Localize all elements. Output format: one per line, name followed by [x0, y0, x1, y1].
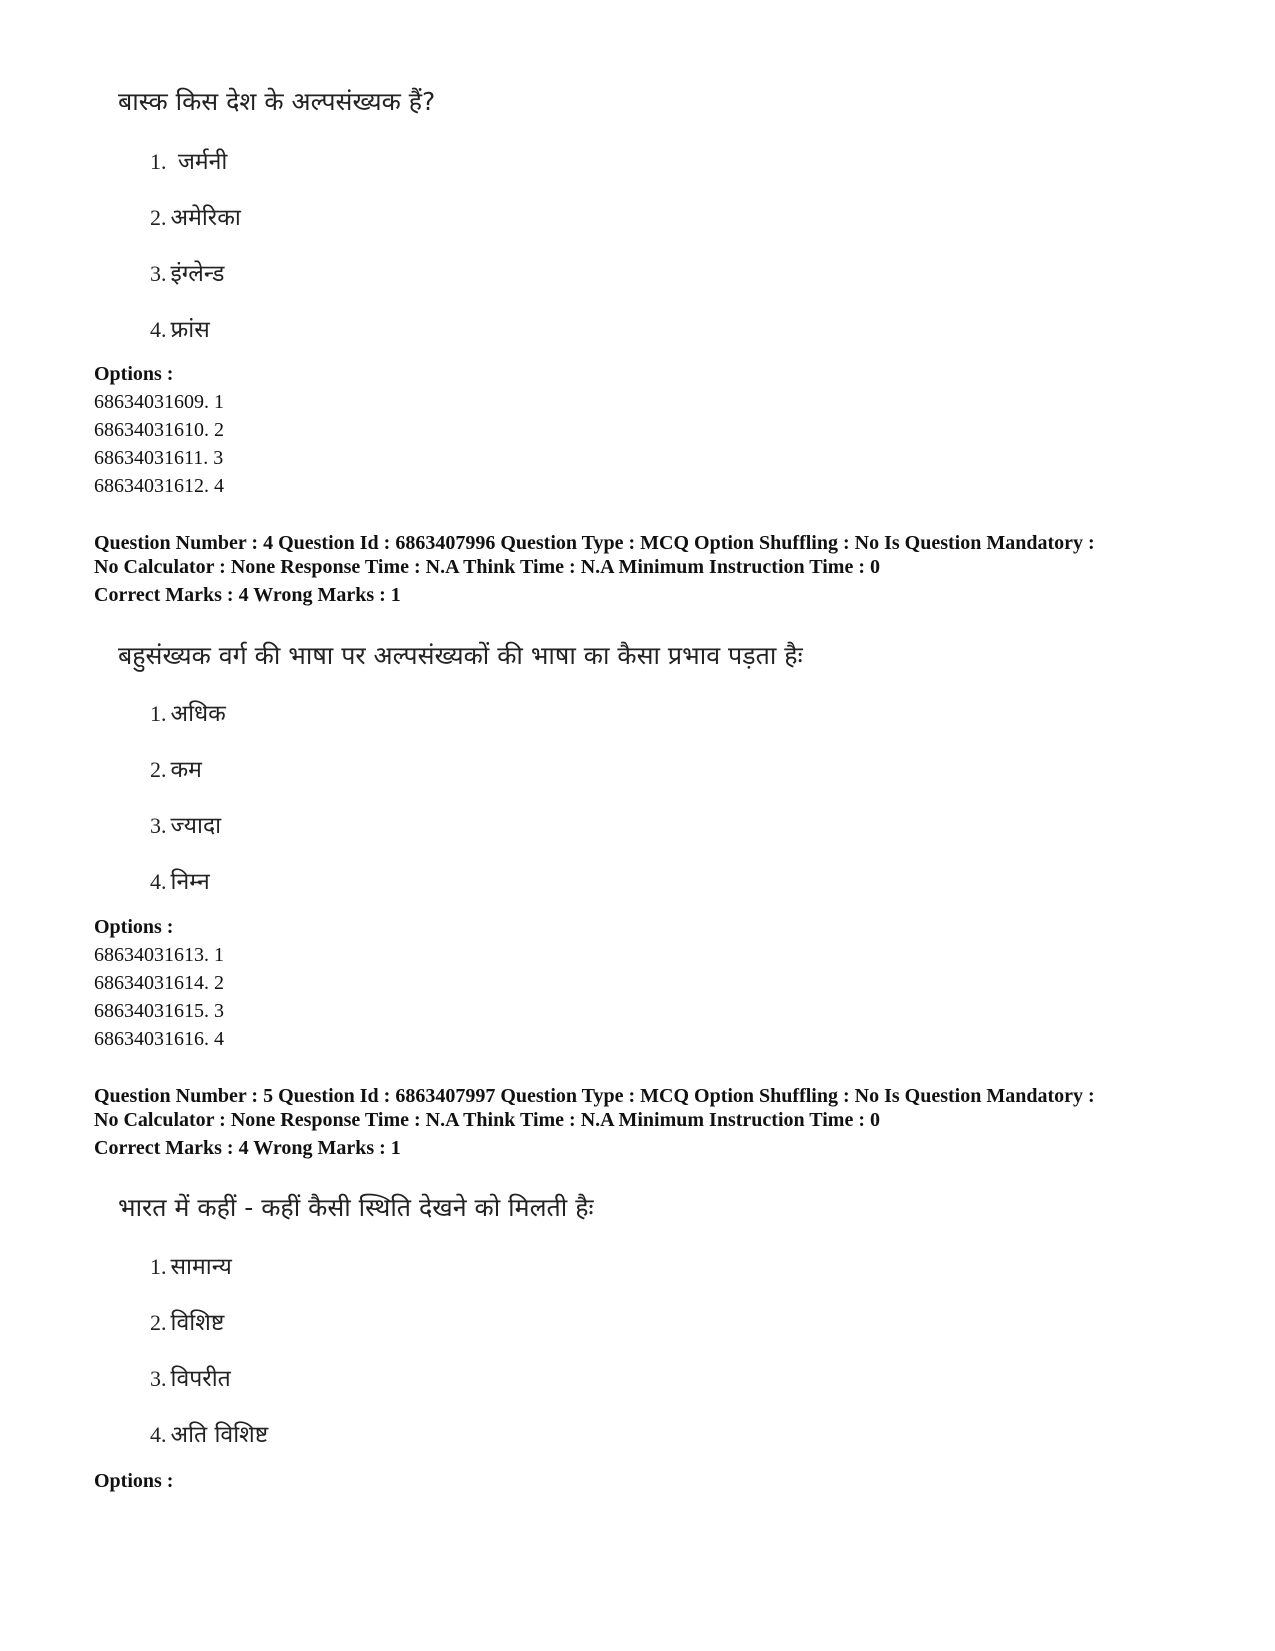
choice-number: 1. — [150, 701, 167, 726]
q4-choice-1 — [150, 696, 226, 728]
options-heading: Options : — [94, 1470, 174, 1492]
choice-number: 1. — [150, 1254, 167, 1279]
choice-text: अमेरिका — [170, 205, 241, 231]
option-id-row: 68634031609. 1 — [94, 391, 224, 413]
choice-text: इंग्लेन्ड — [170, 261, 225, 287]
choice-text: सामान्य — [170, 1254, 232, 1280]
choice-number: 2. — [150, 1310, 167, 1335]
option-id-row: 68634031612. 4 — [94, 475, 224, 497]
choice-number: 1. — [150, 149, 167, 174]
choice-text: ज्यादा — [170, 813, 222, 839]
choice-text: निम्न — [170, 869, 210, 895]
choice-number: 4. — [150, 869, 167, 894]
option-id-row: 68634031614. 2 — [94, 972, 224, 994]
q3-choice-1 — [150, 144, 227, 176]
option-id-row: 68634031610. 2 — [94, 419, 224, 441]
option-id-row: 68634031615. 3 — [94, 1000, 224, 1022]
question-4-text: बहुसंख्यक वर्ग की भाषा पर अल्पसंख्यकों की भाषा का कैसा प्रभाव पड़ता हैः — [118, 641, 803, 670]
q3-choice-4 — [150, 312, 210, 344]
choice-text: जर्मनी — [177, 149, 228, 175]
choice-number: 4. — [150, 317, 167, 342]
choice-text: कम — [170, 757, 202, 783]
question-3-text: बास्क किस देश के अल्पसंख्यक हैं? — [118, 87, 436, 116]
option-id-row: 68634031611. 3 — [94, 447, 224, 469]
question-5-marks: Correct Marks : 4 Wrong Marks : 1 — [94, 1137, 401, 1159]
choice-number: 4. — [150, 1422, 167, 1447]
meta-line-1: Question Number : 4 Question Id : 6863407996 Question Type : MCQ Option Shuffling : No Is Question Mandatory : — [94, 532, 1095, 554]
choice-number: 3. — [150, 1366, 167, 1391]
choice-number: 2. — [150, 205, 167, 230]
q3-choice-3 — [150, 256, 224, 288]
choice-number: 3. — [150, 261, 167, 286]
q3-choice-2 — [150, 200, 241, 232]
q4-choice-3 — [150, 808, 221, 840]
choice-text: अधिक — [170, 701, 226, 727]
options-heading: Options : — [94, 363, 174, 385]
q4-choice-2 — [150, 752, 202, 784]
meta-line-2: No Calculator : None Response Time : N.A Think Time : N.A Minimum Instruction Time : 0 — [94, 556, 880, 578]
choice-text: विशिष्ट — [170, 1310, 225, 1336]
choice-text: विपरीत — [170, 1366, 231, 1392]
question-5-text: भारत में कहीं - कहीं कैसी स्थिति देखने को मिलती हैः — [118, 1193, 594, 1222]
q4-choice-4 — [150, 864, 210, 896]
meta-line-2: No Calculator : None Response Time : N.A Think Time : N.A Minimum Instruction Time : 0 — [94, 1109, 880, 1131]
q5-choice-4 — [150, 1417, 268, 1449]
q5-choice-1 — [150, 1249, 232, 1281]
option-id-row: 68634031616. 4 — [94, 1028, 224, 1050]
question-4-marks: Correct Marks : 4 Wrong Marks : 1 — [94, 584, 401, 606]
choice-text: अति विशिष्ट — [170, 1422, 269, 1448]
choice-number: 2. — [150, 757, 167, 782]
q5-choice-2 — [150, 1305, 224, 1337]
choice-text: फ्रांस — [170, 317, 210, 343]
choice-number: 3. — [150, 813, 167, 838]
question-4-meta — [94, 531, 1204, 579]
question-5-meta — [94, 1084, 1204, 1132]
q5-choice-3 — [150, 1361, 231, 1393]
option-id-row: 68634031613. 1 — [94, 944, 224, 966]
meta-line-1: Question Number : 5 Question Id : 6863407997 Question Type : MCQ Option Shuffling : No Is Question Mandatory : — [94, 1085, 1095, 1107]
options-heading: Options : — [94, 916, 174, 938]
